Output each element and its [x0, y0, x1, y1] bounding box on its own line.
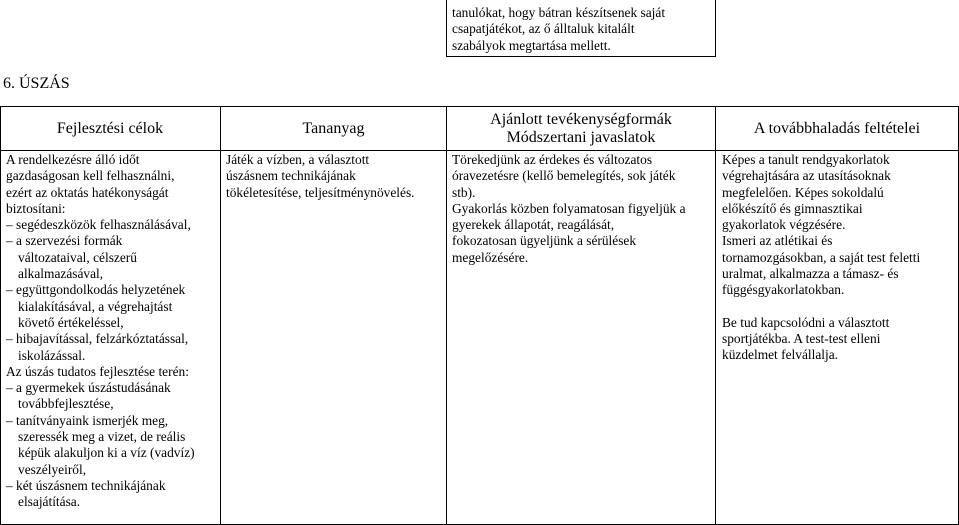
col-modszertani-javaslatok: Törekedjünk az érdekes és változatos óravezetésre (kellő bemelegítés, sok játék stb). Gyakorlás közben folyamatosan figyeljük a gyerekek állapotát, reagálását, fokozatosan ügyeljünk a sérülések megelőzésére. [452, 152, 686, 265]
list-item: – két úszásnem technikájának [6, 478, 218, 494]
table-top-border [0, 106, 959, 107]
section-title: 6. ÚSZÁS [3, 75, 70, 92]
col-tovabbhaladas-feltetelei: Képes a tanult rendgyakorlatok végrehajtására az utasításoknak megfelelően. Képes sokoldalú előkészítő és gimnasztikai gyakorlatok végzésére. Ismeri az atlétikai és tornamozgásokban, a saját test feletti uralmat, alkalmazza a támasz- és függésgyakorlatokban. Be tud kapcsolódni a választott sportjátékba. A test-test elleni küzdelmet felvállalja. [722, 152, 921, 363]
header-tovabbhaladas: A továbbhaladás feltételei [753, 120, 921, 137]
header-fejlesztesi-celok: Fejlesztési célok [56, 120, 164, 137]
previous-row-text: tanulókat, hogy bátran készítsenek saját csapatjátékot, az ő álltaluk kitalált szabályok megtartása mellett. [452, 5, 666, 53]
col-border-0 [0, 106, 1, 525]
list-item: – hibajavítással, felzárkóztatással, [6, 331, 218, 347]
header-tananyag: Tananyag [302, 120, 365, 137]
prev-table-bottom-border [446, 56, 716, 57]
col-border-3 [715, 106, 716, 525]
prev-table-left-border [446, 0, 447, 57]
list-item: – a gyermekek úszástudásának [6, 380, 218, 396]
col-tananyag: Játék a vízben, a választott úszásnem technikájának tökéletesítése, teljesítménynövelés. [226, 152, 415, 200]
list-item: – együttgondolkodás helyzetének [6, 282, 218, 298]
list-item: – tanítványaink ismerjék meg, [6, 413, 218, 429]
header-bottom-border [0, 150, 959, 151]
list-item: – segédeszközök felhasználásával, [6, 217, 218, 233]
col-fejlesztesi-celok: A rendelkezésre álló időt gazdaságosan kell felhasználni, ezért az oktatás hatékonyságát biztosítani: – segédeszközök felhasználásával, – a szervezési formák változataival, célszerű alkalmazásával, – együttgondolkodás helyzetének kialakításával, a végrehajtást követő értékeléssel, – hibajavítással, felzárkóztatással, iskolázással. Az úszás tudatos fejlesztése terén: – a gyermekek úszástudásának továbbfejlesztése, – tanítványaink ismerjék meg, szeressék meg a vizet, de reális képük alakuljon ki a víz (vadvíz) veszélyeiről, – két úszásnem technikájának elsajátítása. [6, 152, 218, 511]
col-border-2 [446, 106, 447, 525]
header-tevekenysegformak: Ajánlott tevékenységformák Módszertani javaslatok [490, 111, 672, 146]
col-border-1 [220, 106, 221, 525]
list-item: – a szervezési formák [6, 233, 218, 249]
